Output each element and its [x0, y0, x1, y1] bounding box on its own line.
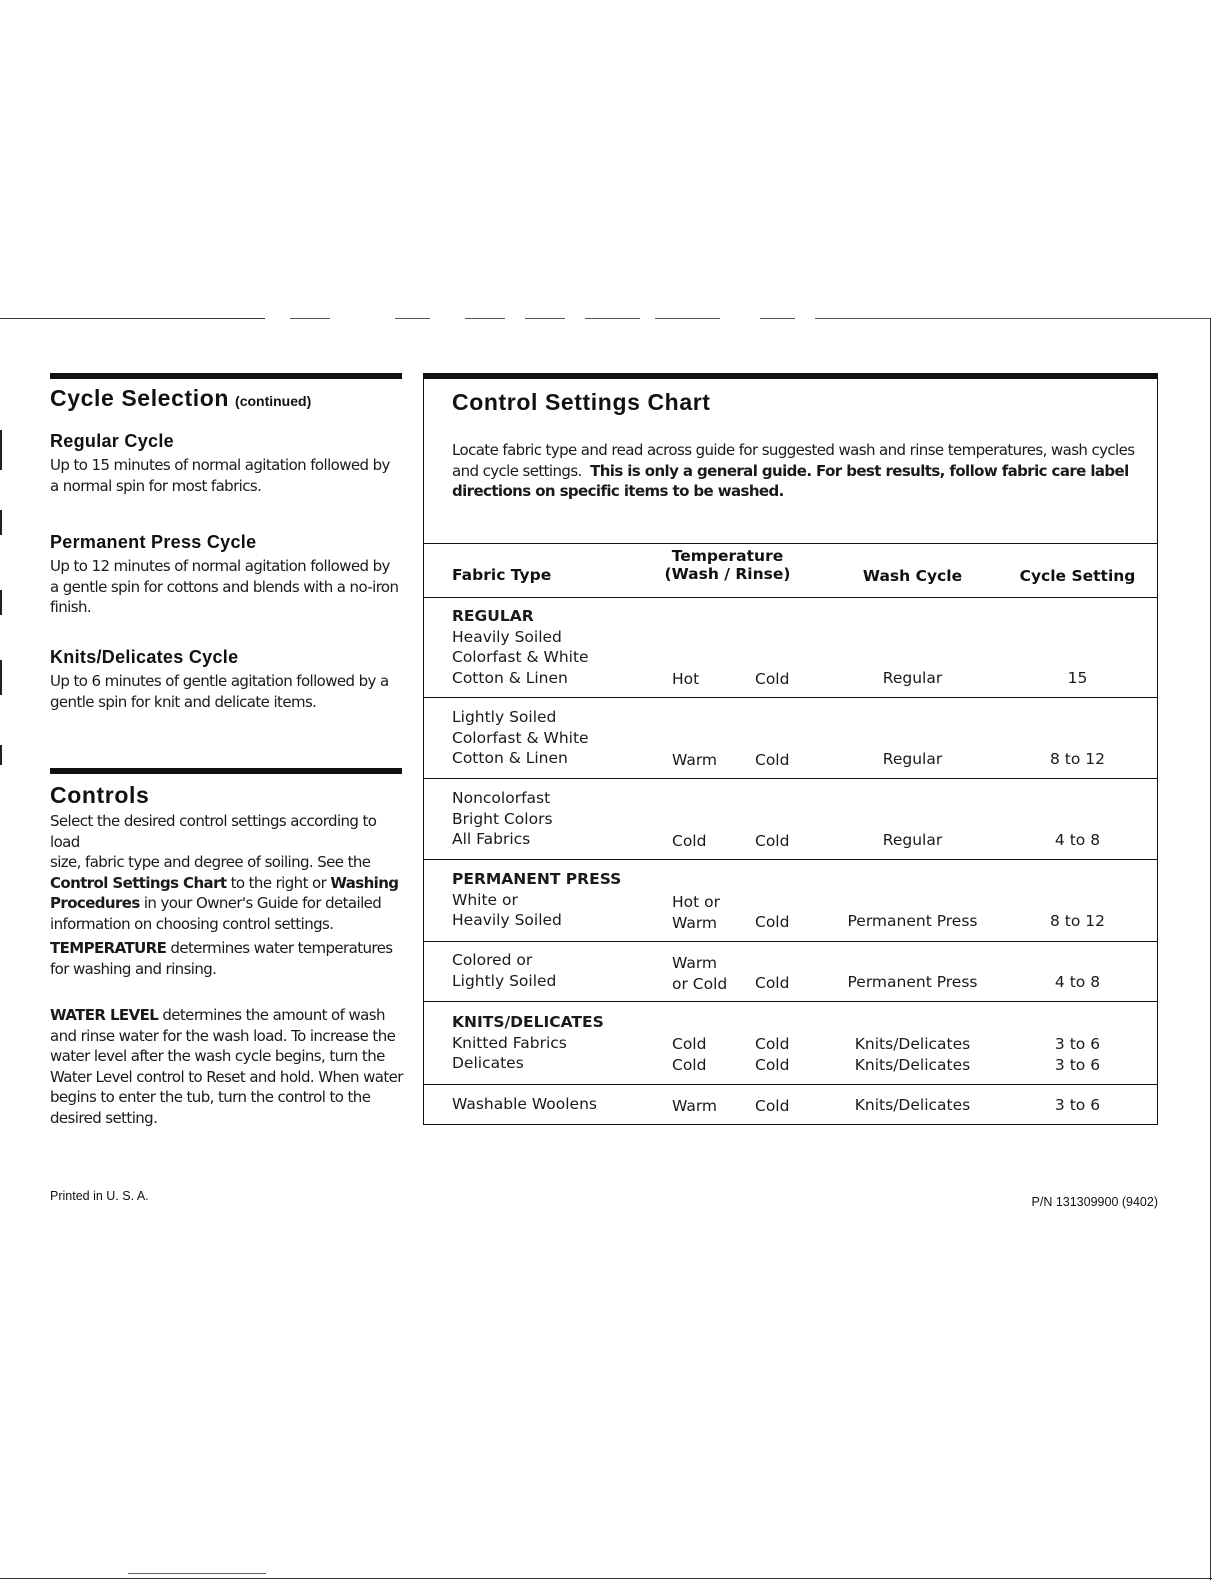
top-rule-dash [465, 318, 505, 319]
table-row-fabric: Washable Woolens [452, 1095, 597, 1113]
header-temperature: Temperature (Wash / Rinse) [664, 547, 791, 583]
header-wash-cycle: Wash Cycle [862, 567, 963, 585]
printed-in-note: Printed in U. S. A. [50, 1189, 149, 1203]
rinse-temp: Cold [755, 751, 790, 769]
permanent-press-text: Up to 12 minutes of normal agitation followed by a gentle spin for cottons and blends with a no-iron finish. [50, 557, 399, 616]
wash-cycle: Regular [882, 669, 943, 687]
knits-delicates-heading: Knits/Delicates Cycle [50, 647, 239, 667]
rinse-temp: Cold [755, 832, 790, 850]
right-edge-line [1210, 318, 1211, 1580]
section-bar [50, 373, 402, 379]
wash-temp: Warm or Cold [672, 954, 728, 993]
top-rule-dash [290, 318, 330, 319]
cycle-setting: 8 to 12 [1050, 912, 1105, 930]
cycle-setting: 3 to 6 3 to 6 [1054, 1035, 1101, 1074]
left-edge-mark [0, 745, 2, 765]
row-rule [423, 697, 1158, 698]
chart-title: Control Settings Chart [452, 389, 711, 415]
part-number: P/N 131309900 (9402) [1031, 1195, 1158, 1209]
rinse-temp: Cold [755, 974, 790, 992]
table-row-fabric: Colored or Lightly Soiled [452, 951, 557, 990]
rinse-temp: Cold [755, 913, 790, 931]
table-row-fabric: PERMANENT PRESS White or Heavily Soiled [452, 870, 622, 929]
rinse-temp: Cold [755, 670, 790, 688]
cycle-setting: 3 to 6 [1054, 1096, 1101, 1114]
table-row-fabric: Lightly Soiled Colorfast & White Cotton & Linen [452, 708, 589, 767]
cycle-setting: 4 to 8 [1054, 973, 1101, 991]
wash-temp: Warm [672, 751, 718, 769]
row-rule [423, 859, 1158, 860]
wash-cycle: Knits/Delicates Knits/Delicates [854, 1035, 971, 1074]
table-row-fabric: KNITS/DELICATES Knitted Fabrics Delicates [452, 1013, 604, 1072]
controls-intro: Select the desired control settings according to load size, fabric type and degree of soiling. See the Control Settings Chart to the right or Washing Procedures in your Owner's Guide for detailed information on choosing control settings. [50, 812, 399, 933]
header-cycle-setting: Cycle Setting [1019, 567, 1136, 585]
section-bar [50, 768, 402, 774]
regular-cycle-heading: Regular Cycle [50, 431, 174, 451]
knits-delicates-text: Up to 6 minutes of gentle agitation followed by a gentle spin for knit and delicate items. [50, 672, 389, 711]
row-rule [423, 941, 1158, 942]
bottom-rule [0, 1578, 1212, 1579]
controls-heading: Controls [50, 782, 150, 808]
header-fabric-type: Fabric Type [452, 566, 552, 584]
regular-cycle-text: Up to 15 minutes of normal agitation followed by a normal spin for most fabrics. [50, 456, 390, 495]
water-level-text: WATER LEVEL determines the amount of wash and rinse water for the wash load. To increase the water level after the wash cycle begins, turn the Water Level control to Reset and hold. When water begins to enter the tub, turn the control to the desired setting. [50, 1006, 403, 1127]
top-rule-dash [655, 318, 720, 319]
temperature-text: TEMPERATURE determines water temperatures for washing and rinsing. [50, 939, 393, 978]
wash-temp: Hot or Warm [672, 893, 720, 932]
wash-cycle: Regular [882, 750, 943, 768]
wash-cycle: Permanent Press [847, 973, 978, 991]
cycle-setting: 15 [1067, 669, 1088, 687]
table-top-rule [423, 543, 1158, 544]
left-edge-mark [0, 430, 2, 470]
top-rule-dash [395, 318, 430, 319]
permanent-press-heading: Permanent Press Cycle [50, 532, 257, 552]
bottom-link-underline [128, 1573, 266, 1574]
top-rule-dash [585, 318, 640, 319]
wash-temp: Warm [672, 1097, 718, 1115]
wash-temp: Cold Cold [672, 1035, 707, 1074]
rinse-temp: Cold Cold [755, 1035, 790, 1074]
left-edge-mark [0, 510, 2, 535]
top-rule-left [0, 318, 265, 319]
rinse-temp: Cold [755, 1097, 790, 1115]
row-rule [423, 1001, 1158, 1002]
wash-cycle: Permanent Press [847, 912, 978, 930]
cycle-setting: 4 to 8 [1054, 831, 1101, 849]
header-rule [423, 597, 1158, 598]
table-row-fabric: Noncolorfast Bright Colors All Fabrics [452, 789, 553, 848]
wash-cycle: Knits/Delicates [854, 1096, 971, 1114]
wash-temp: Hot [672, 670, 700, 688]
left-edge-mark [0, 660, 2, 695]
left-edge-mark [0, 590, 2, 615]
top-rule-right [815, 318, 1210, 319]
wash-cycle: Regular [882, 831, 943, 849]
wash-temp: Cold [672, 832, 707, 850]
table-row-fabric: REGULAR Heavily Soiled Colorfast & White Cotton & Linen [452, 607, 589, 687]
top-rule-dash [525, 318, 565, 319]
row-rule [423, 1084, 1158, 1085]
cycle-setting: 8 to 12 [1050, 750, 1105, 768]
top-rule-dash [760, 318, 795, 319]
row-rule [423, 778, 1158, 779]
cycle-selection-title: Cycle Selection (continued) [50, 385, 312, 411]
chart-intro: Locate fabric type and read across guide for suggested wash and rinse temperatures, wash cycles and cycle settings. This is only a general guide. For best results, follow fabric care label directions on specific items to be washed. [452, 441, 1135, 500]
